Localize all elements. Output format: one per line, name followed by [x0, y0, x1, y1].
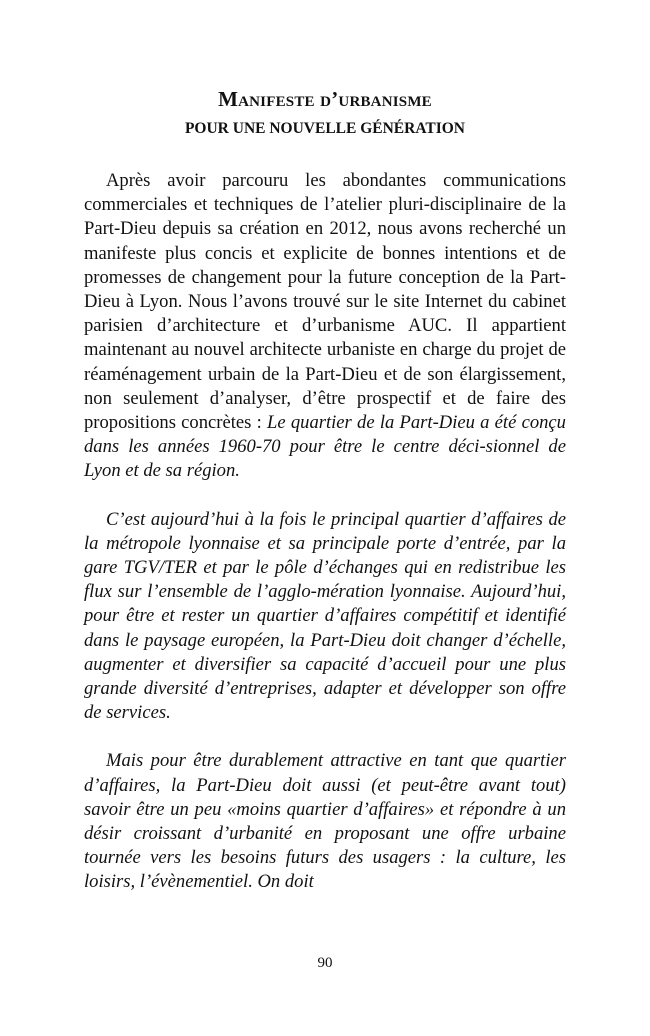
page-number: 90 [317, 955, 333, 971]
paragraph-1 [84, 169, 566, 484]
paragraph-1-quote: Le quartier de la Part-Dieu a été conçu dans les années 1960-70 pour être le centre déci-sionnel de Lyon et de sa région. [84, 412, 566, 482]
chapter-subtitle: POUR UNE NOUVELLE GÉNÉRATION [184, 120, 466, 137]
body-text [84, 169, 566, 895]
paragraph-3: Mais pour être durablement attractive en tant que quartier d’affaires, la Part-Dieu doit aussi (et peut-être avant tout) savoir être un peu «moins quartier d’affaires» et répondre à un désir croissant d’urbanité en proposant une offre urbaine tournée vers les besoins futurs des usagers : la culture, les loisirs, l’évènementiel. On doit [84, 750, 566, 893]
paragraph-1-regular: Après avoir parcouru les abondantes communications commerciales et techniques de l’atelier pluri-disciplinaire de la Part-Dieu depuis sa création en 2012, nous avons recherché un manifeste plus concis et explicite de bonnes intentions et de promesses de changement pour la future conception de la Part-Dieu à Lyon. Nous l’avons trouvé sur le site Internet du cabinet parisien d’architecture et d’urbanisme AUC. Il appartient maintenant au nouvel architecte urbaniste en charge du projet de réaménagement urbain de la Part-Dieu et de son élargissement, non seulement d’analyser, d’être prospectif et de faire des propositions concrètes : [84, 170, 566, 434]
chapter-title: Manifeste d’urbanisme [218, 87, 432, 111]
paragraph-2: C’est aujourd’hui à la fois le principal quartier d’affaires de la métropole lyonnaise et sa principale porte d’entrée, par la gare TGV/TER et par le pôle d’échanges qui en redistribue les flux sur l’ensemble de l’agglo-mération lyonnaise. Aujourd’hui, pour être et rester un quartier d’affaires compétitif et identifié dans le paysage européen, la Part-Dieu doit changer d’échelle, augmenter et diversifier sa capacité d’accueil pour une plus grande diversité d’entreprises, adapter et développer son offre de services. [84, 508, 566, 724]
